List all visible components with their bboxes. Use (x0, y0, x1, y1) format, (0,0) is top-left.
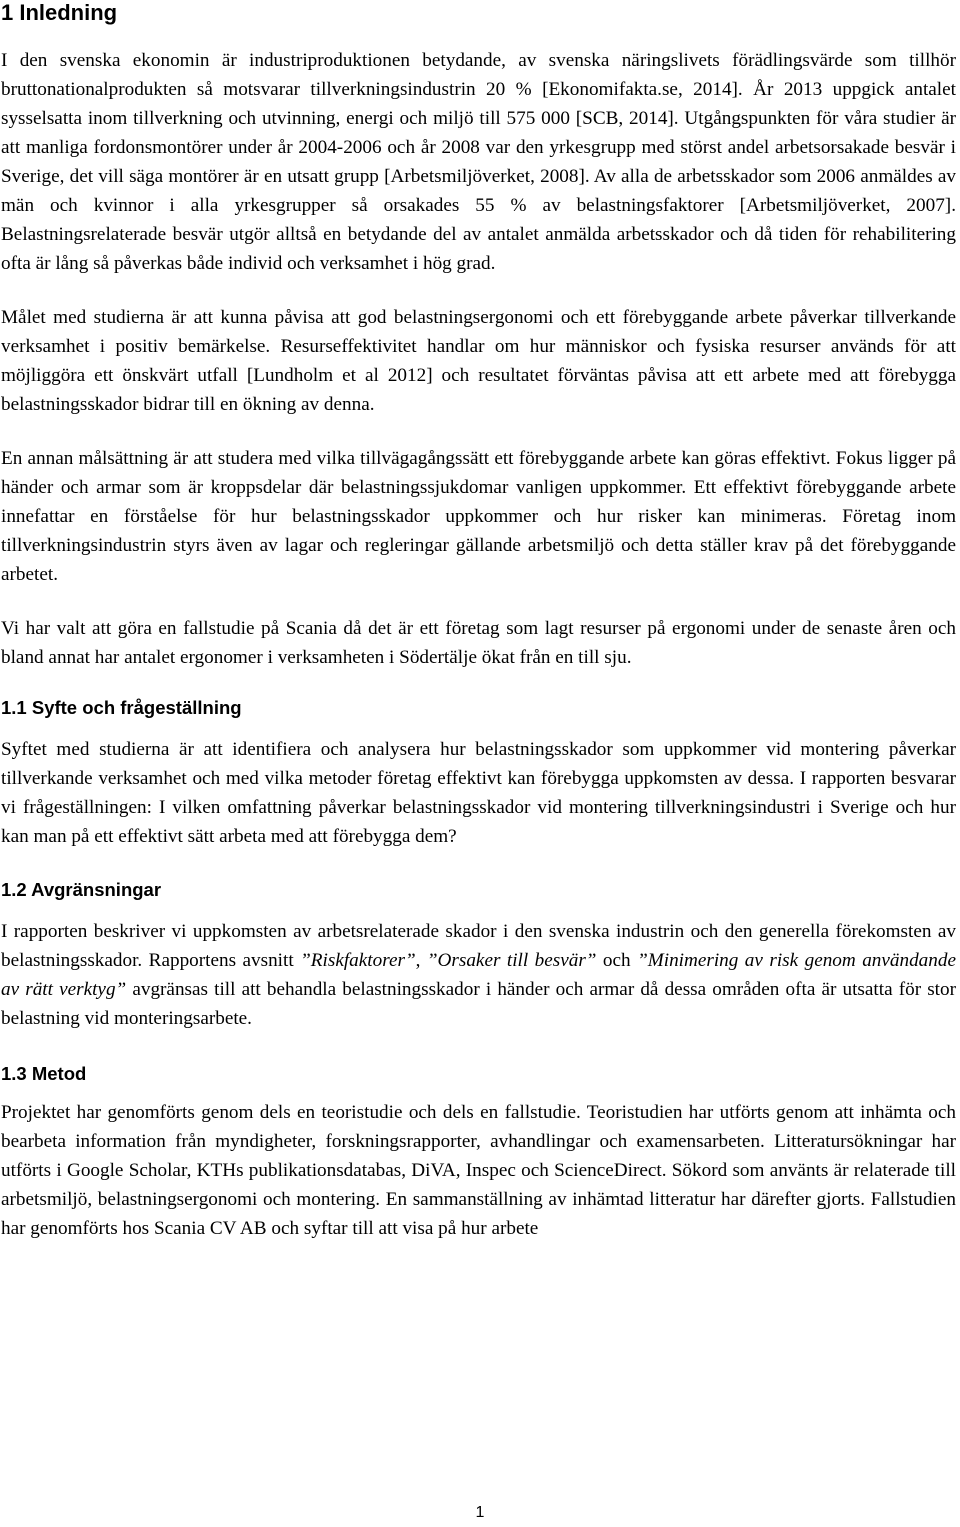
avgransningar-paragraph (1, 917, 956, 1033)
section-ref-riskfaktorer: ”Riskfaktorer” (300, 950, 416, 971)
intro-paragraph-2: Målet med studierna är att kunna påvisa att god belastningsergonomi och ett förebyggande arbete påverkar tillverkande verksamhet i positiv bemärkelse. Resurseffektivitet handlar om hur människor och fysiska resurser används för att möjliggöra ett önskvärt utfall [Lundholm et al 2012] och resultatet förväntas påvisa att ett arbete med att förebygga belastningsskador bidrar till en ökning av denna. (1, 307, 956, 415)
section-ref-minimering: ”Minimering av risk genom användande av rätt verktyg” (1, 950, 956, 1000)
heading-syfte: 1.1 Syfte och frågeställning (1, 697, 242, 718)
heading-metod: 1.3 Metod (1, 1063, 87, 1084)
intro-paragraph-4: Vi har valt att göra en fallstudie på Scania då det är ett företag som lagt resurser på ergonomi under de senaste åren och bland annat har antalet ergonomer i verksamheten i Södertälje ökat från en till sju. (1, 618, 956, 668)
avgransningar-text-1: I rapporten beskriver vi uppkomsten av arbetsrelaterade skador i den svenska industrin och den generella förekomsten av belastningsskador. Rapportens avsnitt (1, 921, 956, 971)
ref-separator-1: , (415, 950, 427, 971)
ref-separator-2: och (596, 950, 638, 971)
avgransningar-text-2: avgränsas till att behandla belastningsskador i händer och armar då dessa områden ofta är utsatta för stor belastning vid monteringsarbete. (1, 979, 956, 1029)
intro-paragraph-1: I den svenska ekonomin är industriproduktionen betydande, av svenska näringslivets förädlingsvärde som tillhör bruttonationalprodukten så motsvarar tillverkningsindustrin 20 % [Ekonomifakta.se, 2014]. År 2013 uppgick antalet sysselsatta inom tillverkning och utvinning, energi och miljö till 575 000 [SCB, 2014]. Utgångspunkten för våra studier är att manliga fordonsmontörer under år 2004-2006 och år 2008 var den yrkesgrupp med störst andel arbetsorsakade besvär i Sverige, det vill säga montörer är en utsatt grupp [Arbetsmiljöverket, 2008]. Av alla de arbetsskador som 2006 anmäldes av män och kvinnor i alla yrkesgrupper så orsakades 55 % av belastningsfaktorer [Arbetsmiljöverket, 2007]. Belastningsrelaterade besvär utgör alltså en betydande del av antalet anmälda arbetsskador och då tiden för rehabilitering ofta är lång så påverkas både individ och verksamhet i hög grad. (1, 50, 956, 274)
page-number: 1 (475, 1504, 485, 1521)
section-ref-orsaker: ”Orsaker till besvär” (426, 950, 597, 971)
heading-avgransningar: 1.2 Avgränsningar (1, 879, 162, 900)
heading-inledning: 1 Inledning (1, 0, 118, 25)
intro-paragraph-3: En annan målsättning är att studera med vilka tillvägagångssätt ett förebyggande arbete kan göras effektivt. Fokus ligger på händer och armar som är kroppsdelar där belastningssjukdomar vanligen uppkommer. Ett effektivt förebyggande arbete innefattar en förståelse för hur belastningsskador uppkommer och hur risker kan minimeras. Företag inom tillverkningsindustrin styrs även av lagar och regleringar gällande arbetsmiljö och detta ställer krav på det förebyggande arbetet. (1, 448, 956, 585)
syfte-paragraph: Syftet med studierna är att identifiera och analysera hur belastningsskador som uppkommer vid montering påverkar tillverkande verksamhet och med vilka metoder företag effektivt kan förebygga uppkomsten av dessa. I rapporten besvarar vi frågeställningen: I vilken omfattning påverkar belastningsskador vid montering tillverkningsindustri i Sverige och hur kan man på ett effektivt sätt arbeta med att förebygga dem? (1, 739, 956, 847)
metod-paragraph: Projektet har genomförts genom dels en teoristudie och dels en fallstudie. Teoristudien har utförts genom att inhämta och bearbeta information från myndigheter, forskningsrapporter, avhandlingar och examensarbeten. Litteratursökningar har utförts i Google Scholar, KTHs publikationsdatabas, DiVA, Inspec och ScienceDirect. Sökord som använts är relaterade till arbetsmiljö, belastningsergonomi och montering. En sammanställning av inhämtad litteratur har därefter gjorts. Fallstudien har genomförts hos Scania CV AB och syftar till att visa på hur arbete (1, 1102, 956, 1239)
